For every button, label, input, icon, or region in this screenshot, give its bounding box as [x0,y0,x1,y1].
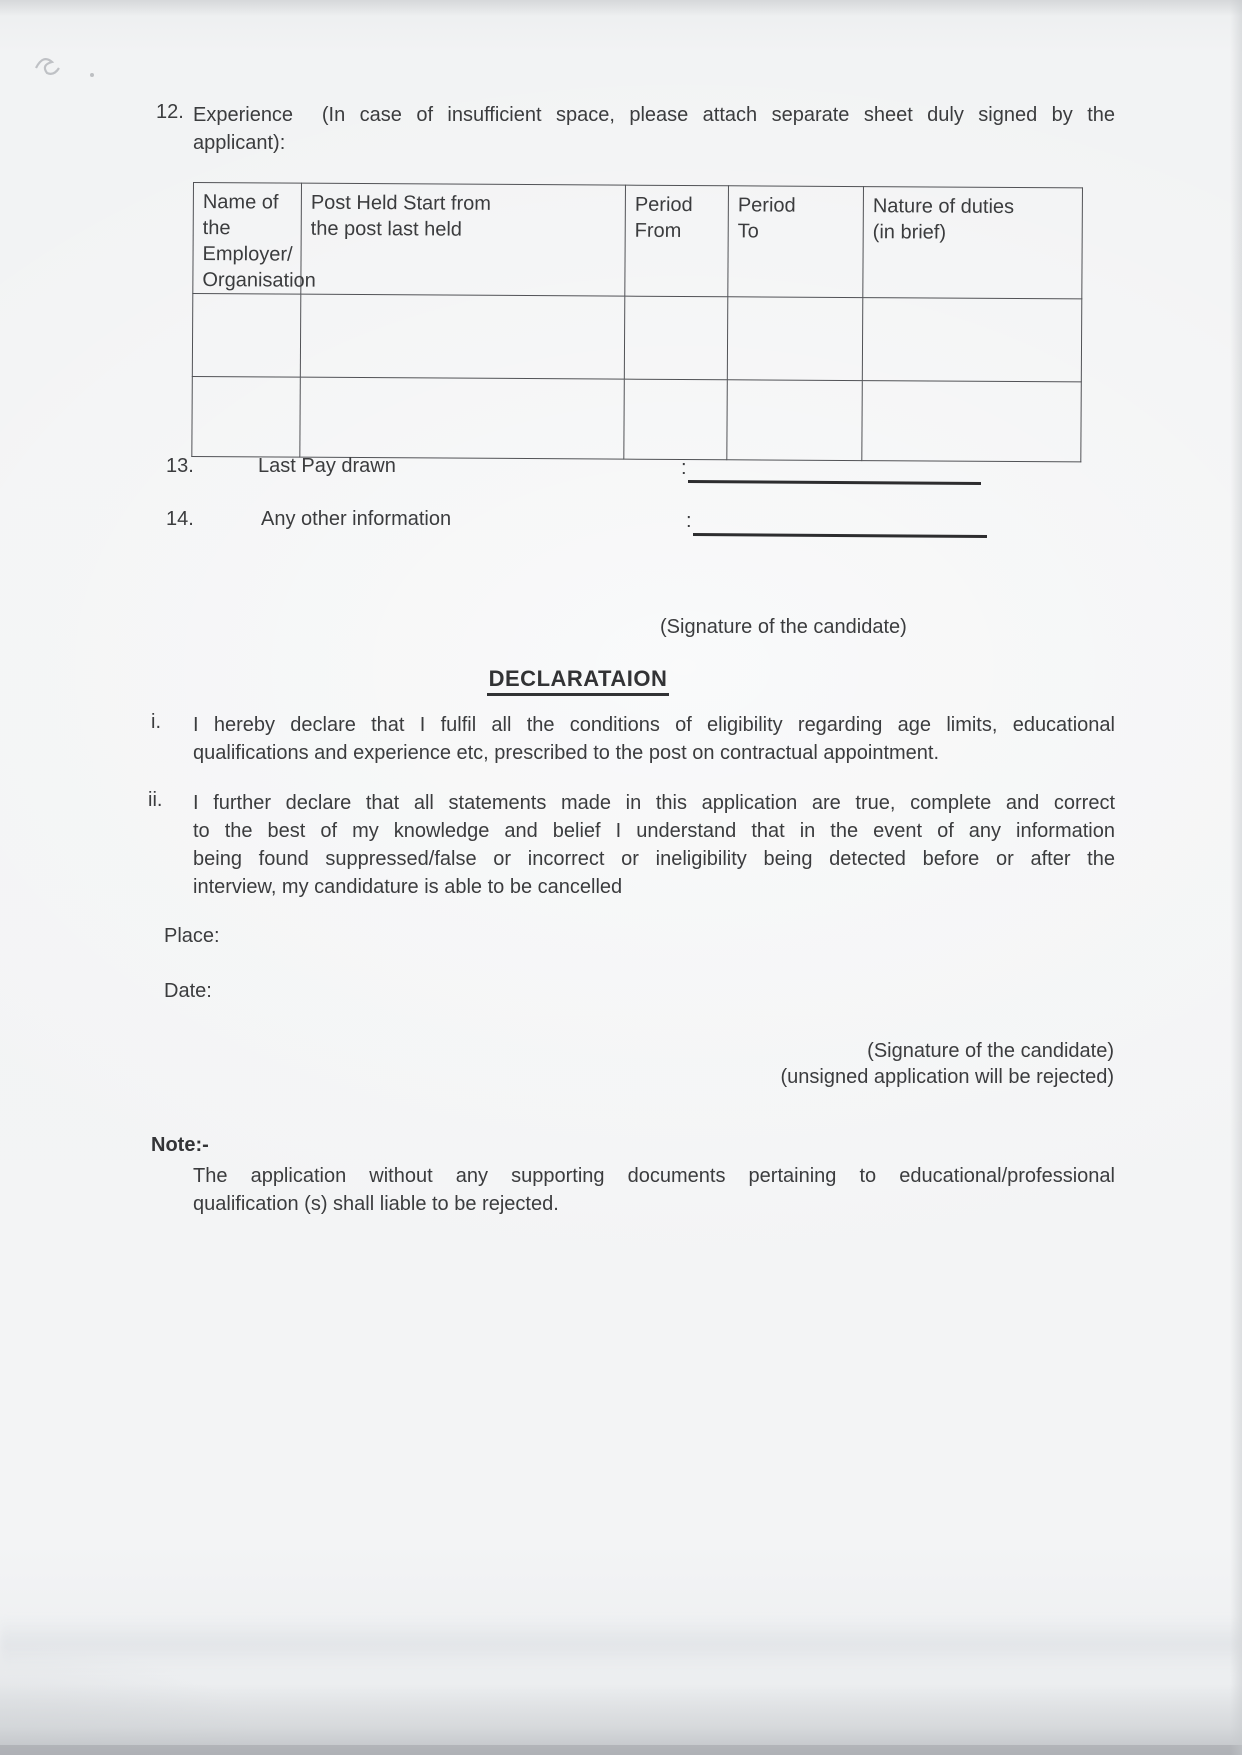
header-line: To [737,220,759,243]
paragraph-line: to the best of my knowledge and belief I understand that in the event of any information [193,820,1115,842]
experience-table-wrap [191,182,1083,462]
declaration-heading: DECLARATAION [487,666,670,696]
place-label: Place: [164,925,220,947]
paragraph-line: I hereby declare that I fulfil all the conditions of eligibility regarding age limits, educational [193,714,1115,736]
paragraph-line: qualifications and experience etc, prescribed to the post on contractual appointment. [193,742,940,764]
header-line: Name of the [202,191,279,240]
item-14-answer-line [693,533,987,538]
table-cell [862,298,1082,382]
scan-shadow-bottom-edge [0,1745,1242,1755]
note-heading: Note:- [151,1134,209,1156]
table-cell [624,296,728,380]
note-text [193,1162,1115,1218]
item-14-number: 14. [166,508,194,530]
header-line: Employer/ [202,243,293,266]
table-cell [192,376,300,457]
table-cell [862,381,1081,462]
experience-table-row [192,294,1081,382]
signature-caption-line-1: (Signature of the candidate) [867,1040,1114,1062]
table-cell [192,294,301,378]
item-12-number: 12. [156,101,184,123]
header-line: (in brief) [872,221,947,244]
item-12-heading [193,101,1115,157]
experience-table [191,182,1083,462]
item-12-heading-line-2: applicant): [193,132,286,154]
item-13-label: Last Pay drawn [258,455,396,477]
header-cell-period-to [728,186,864,298]
table-cell [624,379,727,460]
paragraph-line: interview, my candidature is able to be cancelled [193,876,623,898]
paragraph-line: qualification (s) shall liable to be rejected. [193,1193,559,1215]
item-14-colon: : [686,510,692,532]
declaration-item-i-text [193,711,1115,767]
item-13-number: 13. [166,455,194,477]
date-label: Date: [164,980,212,1002]
signature-caption-line-2: (unsigned application will be rejected) [780,1066,1114,1088]
paragraph-line: being found suppressed/false or incorrect or ineligibility being detected before or after the [193,848,1115,870]
header-line: Nature of duties [872,195,1015,219]
experience-table-row [192,376,1081,461]
header-line: From [634,219,682,242]
declaration-item-i-number: i. [151,711,161,733]
item-13-answer-line [688,480,981,485]
header-line: Period [634,193,693,217]
declaration-item-ii-text [193,789,1115,901]
declaration-item-ii-number: ii. [148,789,163,811]
header-line: the post last held [310,217,462,241]
scan-shadow-right [1230,0,1242,1755]
pen-mark [28,46,112,84]
item-13-colon: : [681,457,687,479]
item-14-label: Any other information [261,508,452,530]
item-12-heading-line-1: Experience (In case of insufficient space, please attach separate sheet duly signed by the [193,104,1115,126]
header-line: Organisation [202,269,316,292]
table-cell [727,380,862,461]
header-line: Period [737,194,796,217]
scan-shadow-top [0,0,1242,16]
header-line: Post Held Start from [310,191,492,215]
paragraph-line: The application without any supporting documents pertaining to educational/professional [193,1165,1115,1187]
header-cell-period-from [625,185,729,297]
table-cell [727,297,863,381]
experience-table-header-row [193,183,1083,299]
header-cell-post-held [301,183,626,296]
signature-caption-top: (Signature of the candidate) [660,616,907,638]
table-cell [300,377,624,459]
signature-caption-bottom [780,1038,1114,1090]
table-cell [300,294,625,379]
paragraph-line: I further declare that all statements made in this application are true, complete and correct [193,792,1115,814]
declaration-heading-wrap [0,666,1156,696]
header-cell-nature-of-duties [863,187,1083,299]
header-cell-employer [193,183,316,295]
